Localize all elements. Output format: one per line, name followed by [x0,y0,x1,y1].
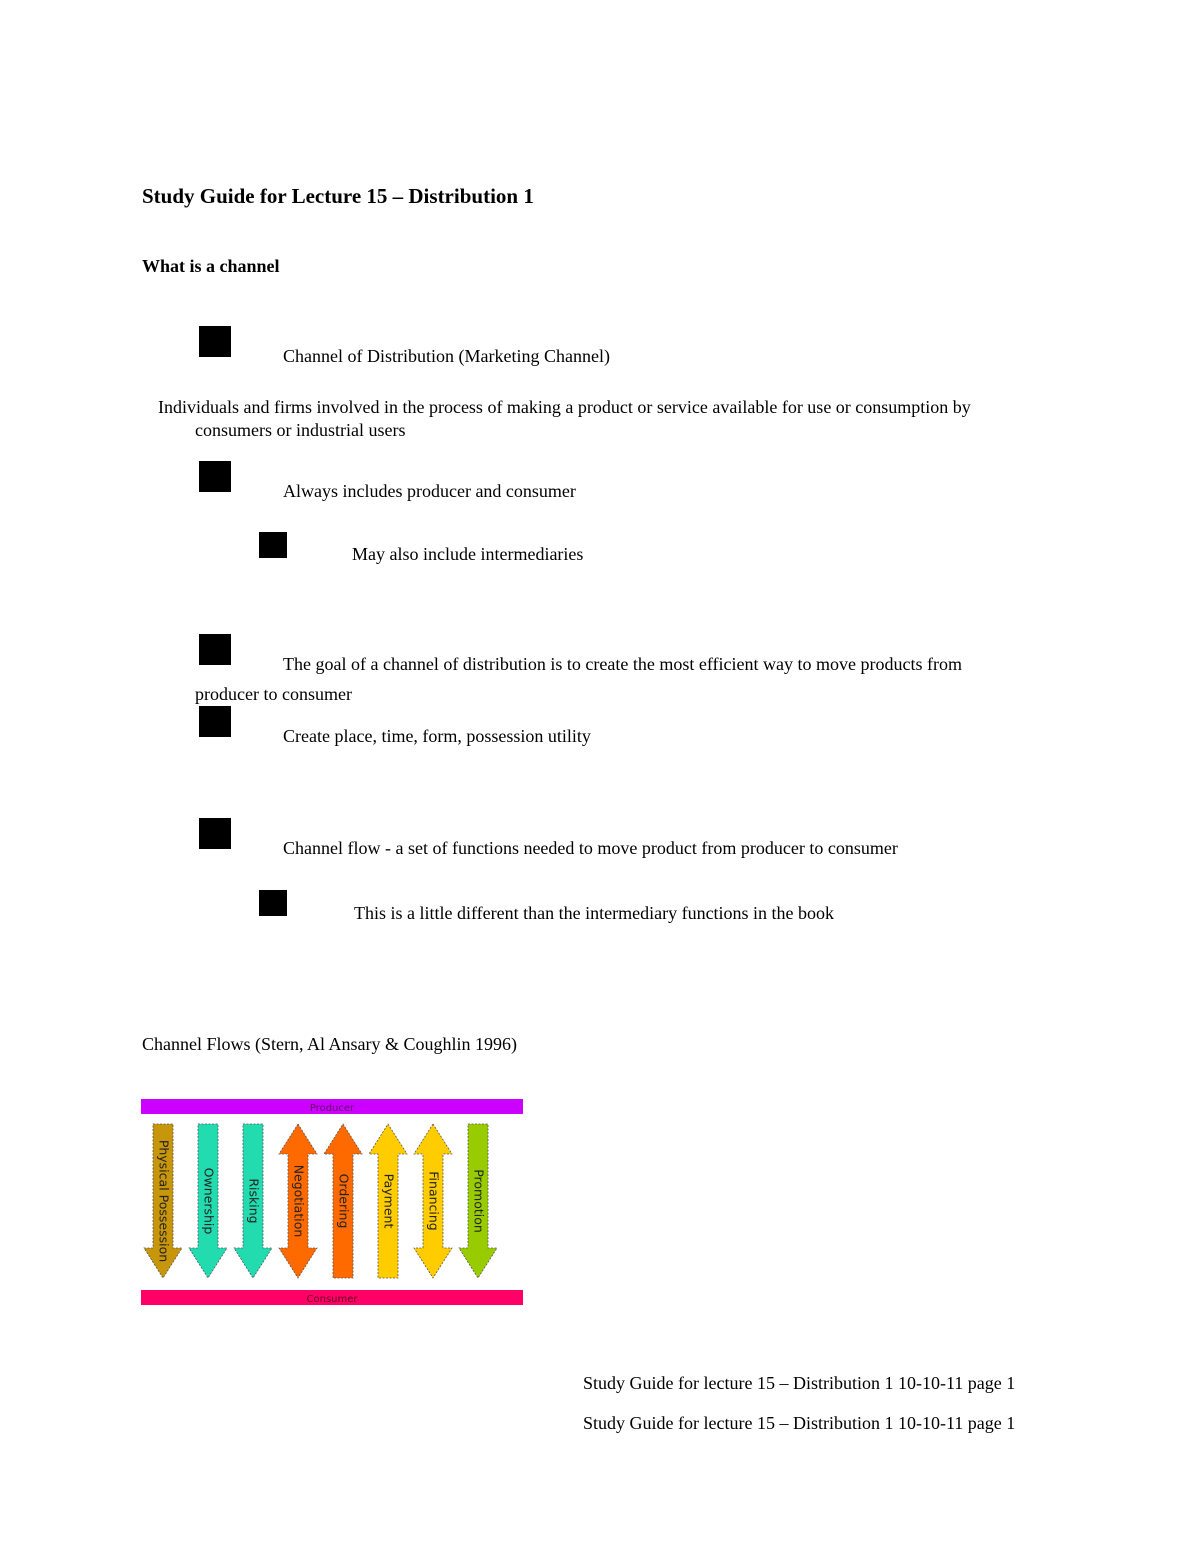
page-title: Study Guide for Lecture 15 – Distribution 1 [142,184,534,208]
flow-label: Negotiation [291,1164,307,1238]
consumer-bar [141,1290,523,1305]
consumer-label: Consumer [306,1294,358,1305]
sub-bullet-different: This is a little different than the intermediary functions in the book [354,903,835,923]
flow-arrow-payment [369,1124,407,1278]
definition-paragraph [158,396,1058,442]
bullet-channel-of-distribution: Channel of Distribution (Marketing Channel) [283,346,610,366]
flow-label: Physical Possession [156,1139,172,1263]
flow-arrow-negotiation [279,1124,317,1278]
bullet-square-icon [199,461,231,492]
flow-arrow-financing [414,1124,452,1278]
sub-bullet-square-icon [259,532,287,558]
sub-bullet-intermediaries: May also include intermediaries [352,544,584,564]
producer-bar [141,1099,523,1114]
flow-label: Financing [426,1171,442,1231]
flow-arrows [144,1124,497,1278]
footer-line-1: Study Guide for lecture 15 – Distribution 1 10-10-11 page 1 [583,1373,1016,1393]
bullet-square-icon [199,634,231,665]
flow-arrow-risking [234,1124,272,1278]
bullet-always-includes: Always includes producer and consumer [283,481,576,501]
flow-arrow-ordering [324,1124,362,1278]
flow-label: Promotion [471,1169,487,1233]
channel-flows-diagram [140,1098,524,1308]
flow-arrow-ownership [189,1124,227,1278]
definition-line-1: Individuals and firms involved in the process of making a product or service available for use or consumption by [158,397,971,417]
flow-arrow-promotion [459,1124,497,1278]
flow-arrow-physical-possession [144,1124,182,1278]
definition-line-2: consumers or industrial users [195,420,406,440]
bullet-channel-flow: Channel flow - a set of functions needed to move product from producer to consumer [283,838,898,858]
figure-caption: Channel Flows (Stern, Al Ansary & Coughlin 1996) [142,1034,517,1054]
flow-label: Ordering [336,1173,352,1229]
bullet-square-icon [199,706,231,737]
bullet-create-utility: Create place, time, form, possession utility [283,726,591,746]
producer-label: Producer [309,1103,355,1114]
footer-line-2: Study Guide for lecture 15 – Distribution 1 10-10-11 page 1 [583,1413,1016,1433]
bullet-square-icon [199,818,231,849]
flow-label: Ownership [201,1167,217,1235]
section-heading: What is a channel [142,256,280,276]
bullet-goal-line-1: The goal of a channel of distribution is to create the most efficient way to move products from [283,654,962,674]
bullet-goal-line-2: producer to consumer [195,684,352,704]
bullet-square-icon [199,326,231,357]
sub-bullet-square-icon [259,890,287,916]
flow-label: Payment [381,1173,397,1229]
flow-label: Risking [246,1178,262,1224]
